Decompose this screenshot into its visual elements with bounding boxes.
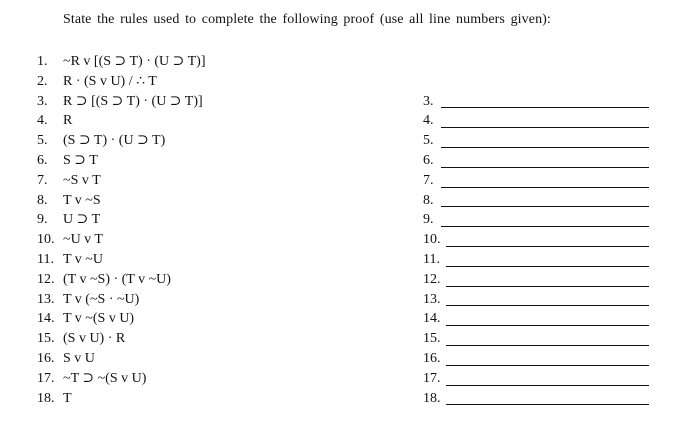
proof-line	[0, 329, 687, 349]
answer-field[interactable]	[423, 131, 649, 151]
instructions-text: State the rules used to complete the following proof (use all line numbers given):	[63, 12, 551, 27]
answer-number: 3.	[423, 93, 434, 109]
answer-field[interactable]	[423, 151, 649, 171]
answer-field[interactable]	[423, 349, 649, 369]
line-formula: S ⊃ T	[63, 152, 98, 168]
answer-field[interactable]	[423, 270, 649, 290]
answer-field[interactable]	[423, 250, 649, 270]
answer-number: 17.	[423, 370, 441, 386]
line-formula: T	[63, 390, 72, 406]
answer-number: 14.	[423, 311, 441, 327]
line-number: 18.	[37, 390, 55, 406]
line-number: 8.	[37, 192, 48, 208]
answer-blank[interactable]	[441, 167, 649, 168]
proof-line	[0, 72, 687, 92]
answer-field[interactable]	[423, 290, 649, 310]
line-number: 4.	[37, 113, 48, 129]
line-formula: T v (~S · ~U)	[63, 291, 140, 307]
answer-field[interactable]	[423, 210, 649, 230]
answer-blank[interactable]	[441, 107, 649, 108]
line-formula: ~R v [(S ⊃ T) · (U ⊃ T)]	[63, 54, 206, 69]
answer-blank[interactable]	[446, 404, 649, 405]
proof-line	[0, 131, 687, 151]
line-number: 2.	[37, 73, 48, 89]
line-number: 11.	[37, 251, 54, 267]
answer-number: 4.	[423, 113, 434, 129]
proof-list	[0, 52, 687, 408]
answer-field[interactable]	[423, 389, 649, 409]
line-number: 17.	[37, 370, 55, 386]
proof-line	[0, 309, 687, 329]
answer-blank[interactable]	[446, 385, 649, 386]
line-number: 14.	[37, 311, 55, 327]
line-formula: S v U	[63, 350, 95, 366]
line-formula: (S v U) · R	[63, 331, 126, 347]
answer-blank[interactable]	[446, 305, 649, 306]
proof-line	[0, 191, 687, 211]
line-number: 15.	[37, 331, 55, 347]
answer-number: 6.	[423, 152, 434, 168]
line-number: 7.	[37, 172, 48, 188]
answer-blank[interactable]	[441, 147, 649, 148]
proof-line	[0, 171, 687, 191]
proof-line	[0, 250, 687, 270]
line-formula: ~S v T	[63, 172, 101, 188]
line-number: 16.	[37, 350, 55, 366]
answer-field[interactable]	[423, 369, 649, 389]
answer-field[interactable]	[423, 329, 649, 349]
answer-blank[interactable]	[441, 226, 649, 227]
line-number: 10.	[37, 232, 55, 248]
line-formula: R ⊃ [(S ⊃ T) · (U ⊃ T)]	[63, 93, 203, 109]
answer-number: 12.	[423, 271, 441, 287]
line-formula: T v ~(S v U)	[63, 311, 135, 327]
answer-number: 7.	[423, 172, 434, 188]
answer-field[interactable]	[423, 171, 649, 191]
line-number: 1.	[37, 54, 48, 69]
line-formula: ~U v T	[63, 232, 103, 248]
answer-number: 15.	[423, 331, 441, 347]
proof-line	[0, 92, 687, 112]
line-number: 3.	[37, 93, 48, 109]
answer-blank[interactable]	[441, 187, 649, 188]
answer-field[interactable]	[423, 111, 649, 131]
answer-blank[interactable]	[446, 325, 649, 326]
line-formula: ~T ⊃ ~(S v U)	[63, 370, 147, 386]
answer-field[interactable]	[423, 230, 649, 250]
line-number: 13.	[37, 291, 55, 307]
line-number: 9.	[37, 212, 48, 228]
line-number: 12.	[37, 271, 55, 287]
proof-line	[0, 210, 687, 230]
answer-number: 13.	[423, 291, 441, 307]
answer-blank[interactable]	[446, 345, 649, 346]
answer-number: 10.	[423, 232, 441, 248]
answer-number: 9.	[423, 212, 434, 228]
proof-line	[0, 349, 687, 369]
proof-line	[0, 151, 687, 171]
line-formula: T v ~S	[63, 192, 101, 208]
line-number: 5.	[37, 133, 48, 149]
line-formula: R · (S v U) / ∴ T	[63, 73, 157, 89]
answer-blank[interactable]	[446, 286, 649, 287]
proof-line	[0, 111, 687, 131]
line-formula: (T v ~S) · (T v ~U)	[63, 271, 171, 287]
line-formula: T v ~U	[63, 251, 103, 267]
answer-number: 5.	[423, 133, 434, 149]
answer-number: 11.	[423, 251, 440, 267]
line-formula: U ⊃ T	[63, 212, 101, 228]
answer-number: 18.	[423, 390, 441, 406]
proof-line	[0, 290, 687, 310]
line-formula: R	[63, 113, 73, 129]
answer-blank[interactable]	[446, 246, 649, 247]
line-number: 6.	[37, 152, 48, 168]
answer-field[interactable]	[423, 191, 649, 211]
answer-blank[interactable]	[446, 266, 649, 267]
answer-number: 16.	[423, 350, 441, 366]
proof-line	[0, 52, 687, 72]
line-formula: (S ⊃ T) · (U ⊃ T)	[63, 133, 166, 149]
answer-field[interactable]	[423, 92, 649, 112]
proof-line	[0, 270, 687, 290]
proof-line	[0, 389, 687, 409]
answer-blank[interactable]	[446, 365, 649, 366]
proof-line	[0, 369, 687, 389]
answer-blank[interactable]	[441, 127, 649, 128]
answer-blank[interactable]	[441, 206, 649, 207]
proof-line	[0, 230, 687, 250]
answer-field[interactable]	[423, 309, 649, 329]
answer-number: 8.	[423, 192, 434, 208]
